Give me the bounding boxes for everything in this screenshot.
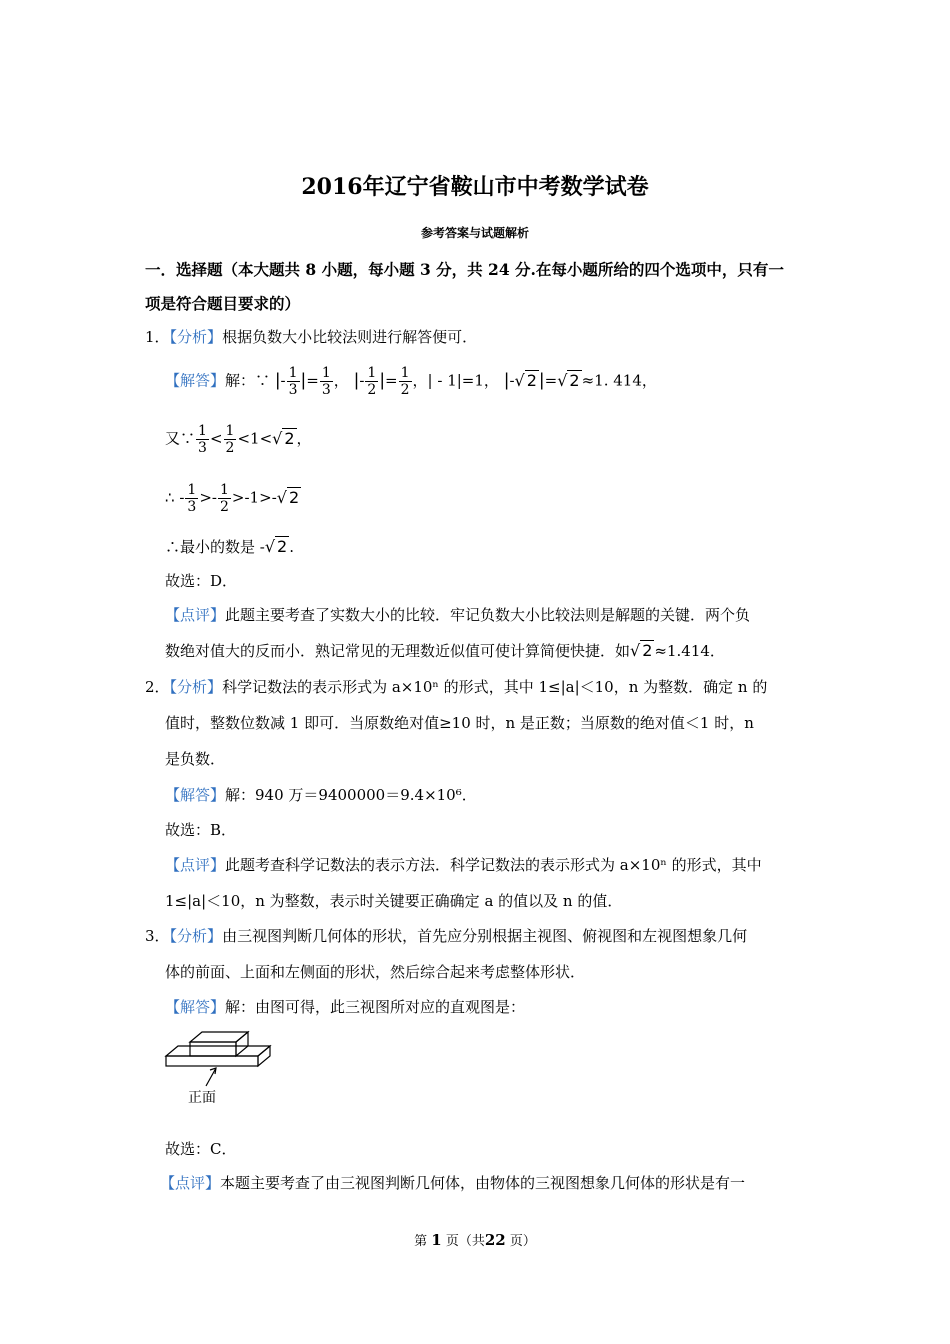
therefore-sign: ∴ xyxy=(165,488,175,507)
section-heading-line1: 一．选择题（本大题共 8 小题，每小题 3 分，共 24 分.在每小题所给的四个选项中，只有一 xyxy=(145,260,784,279)
minus-sign: - xyxy=(359,371,365,390)
q1-smallest xyxy=(165,536,294,557)
minus-sign: - xyxy=(509,371,515,390)
answer-tag: 【解答】 xyxy=(165,371,226,390)
q1-comment-text: 此题主要考查了实数大小的比较．牢记负数大小比较法则是解题的关键．两个负 xyxy=(225,606,751,624)
q1-analysis xyxy=(145,326,477,347)
analysis-tag: 【分析】 xyxy=(169,927,223,945)
analysis-tag: 【分析】 xyxy=(169,328,223,346)
answer-tag: 【解答】 xyxy=(165,786,226,804)
abs-tail: ，| - 1|=1， xyxy=(412,371,499,390)
equals-sign: = xyxy=(385,371,398,390)
comment-tag: 【点评】 xyxy=(165,606,226,624)
q1-comment-text2: 数绝对值大的反而小．熟记常见的无理数近似值可使计算简便快捷．如 xyxy=(165,642,631,660)
fraction-one-half: $\frac{1}{2}$ xyxy=(400,365,410,398)
less-than: < xyxy=(259,429,273,448)
fraction-one-third: $\frac{1}{3}$ xyxy=(187,482,197,515)
q1-number: 1． xyxy=(145,328,170,346)
q1-therefore-line xyxy=(165,482,301,515)
q2-analysis-line1 xyxy=(145,676,767,697)
q3-number: 3． xyxy=(145,927,170,945)
page-subtitle: 参考答案与试题解析 xyxy=(420,226,529,240)
q3-comment-text: 本题主要考查了由三视图判断几何体，由物体的三视图想象几何体的形状是有一 xyxy=(220,1174,746,1192)
q1-comment-line1 xyxy=(165,604,750,625)
q3-analysis-line1 xyxy=(145,925,747,946)
q2-analysis-line2: 值时，整数位数减 1 即可．当原数绝对值≥10 时，n 是正数；当原数的绝对值＜1 时，n xyxy=(165,714,754,732)
page-title: 2016年辽宁省鞍山市中考数学试卷 xyxy=(301,174,649,200)
q2-analysis-text: 科学记数法的表示形式为 a×10ⁿ 的形式，其中 1≤|a|＜10，n 为整数．确定 n 的 xyxy=(222,678,768,696)
sqrt-two: √ 2 xyxy=(514,370,537,390)
sqrt-two: √ 2 xyxy=(557,370,580,390)
minus-sign: - xyxy=(271,488,277,507)
minus-sign: - xyxy=(280,371,286,390)
q1-answer-lead: 解：∵ xyxy=(225,371,271,390)
section-heading-line2: 项是符合题目要求的） xyxy=(145,294,301,313)
comma: ， xyxy=(333,371,349,390)
fraction-one-third: $\frac{1}{3}$ xyxy=(321,365,331,398)
sqrt-two: √ 2 xyxy=(630,641,653,660)
answer-tag: 【解答】 xyxy=(165,998,226,1016)
negative-one: -1 xyxy=(244,488,260,507)
q2-choice: 故选：B． xyxy=(165,821,237,839)
less-than: < xyxy=(209,429,223,448)
sqrt-two: √ 2 xyxy=(264,537,288,556)
q2-comment-line1 xyxy=(165,854,762,875)
equals-sign: = xyxy=(306,371,319,390)
q3-answer xyxy=(165,996,525,1017)
page-number: 1 xyxy=(431,1231,442,1249)
q1-analysis-text: 根据负数大小比较法则进行解答便可． xyxy=(222,328,478,346)
equals-sign: = xyxy=(544,371,558,390)
q2-answer-text: 解：940 万＝9400000＝9.4×10⁶． xyxy=(225,786,477,804)
footer-mid: 页（共 xyxy=(445,1234,485,1249)
fraction-one-half: $\frac{1}{2}$ xyxy=(219,482,229,515)
fraction-one-half: $\frac{1}{2}$ xyxy=(225,423,235,456)
sqrt-two: √ 2 xyxy=(276,487,300,507)
q2-comment-text: 此题考查科学记数法的表示方法．科学记数法的表示形式为 a×10ⁿ 的形式，其中 xyxy=(225,856,762,874)
greater-than: > xyxy=(259,488,272,507)
fraction-one-third: $\frac{1}{3}$ xyxy=(288,365,298,398)
q2-answer xyxy=(165,784,477,805)
minus-sign: - xyxy=(179,488,185,507)
comment-tag: 【点评】 xyxy=(165,856,226,874)
three-view-solid-figure xyxy=(160,1020,280,1110)
also-text: 又∵ xyxy=(165,429,196,448)
approx-value: ≈1. 414， xyxy=(581,371,657,390)
q3-analysis-text: 由三视图判断几何体的形状，首先应分别根据主视图、俯视图和左视图想象几何 xyxy=(222,927,748,945)
fraction-one-third: $\frac{1}{3}$ xyxy=(198,423,207,456)
q2-number: 2． xyxy=(145,678,170,696)
q1-comment-tail: ≈1.414． xyxy=(654,642,725,660)
analysis-tag: 【分析】 xyxy=(169,678,223,696)
comment-tag: 【点评】 xyxy=(160,1174,221,1192)
q3-choice: 故选：C． xyxy=(165,1140,237,1158)
sqrt-two: √ 2 xyxy=(272,428,295,448)
footer-suffix: 页） xyxy=(509,1234,536,1249)
figure-label-front: 正面 xyxy=(188,1090,216,1106)
page-footer xyxy=(0,1230,950,1249)
total-pages: 22 xyxy=(484,1231,506,1249)
smallest-text: ∴最小的数是 - xyxy=(165,538,265,556)
q2-comment-line2: 1≤|a|＜10，n 为整数，表示时关键要正确确定 a 的值以及 n 的值． xyxy=(165,892,623,910)
q3-comment-line1 xyxy=(160,1172,745,1193)
q1-also-line xyxy=(165,423,312,456)
q1-comment-line2 xyxy=(165,640,725,661)
comma: ， xyxy=(296,429,312,448)
one: 1 xyxy=(250,429,260,448)
period: . xyxy=(289,538,295,556)
q2-analysis-line3: 是负数． xyxy=(165,750,226,768)
q3-answer-text: 解：由图可得，此三视图所对应的直观图是： xyxy=(225,998,526,1016)
less-than: < xyxy=(237,429,251,448)
q3-analysis-line2: 体的前面、上面和左侧面的形状，然后综合起来考虑整体形状． xyxy=(165,963,586,981)
fraction-one-half: $\frac{1}{2}$ xyxy=(367,365,377,398)
q1-answer-line: 【解答】解：∵ |- $\frac{1}{3}$ |= $\frac{1}{3}$ ， |- $\frac{1}{2}$ |= $\frac{1}{2}$ ，| - 1|=1， |-√ 2 |=√ 2 ≈1. 414， xyxy=(165,365,657,398)
greater-than: > xyxy=(231,488,245,507)
greater-than: > xyxy=(199,488,212,507)
footer-prefix: 第 xyxy=(414,1234,428,1249)
minus-sign: - xyxy=(211,488,217,507)
q1-choice: 故选：D． xyxy=(165,572,238,590)
